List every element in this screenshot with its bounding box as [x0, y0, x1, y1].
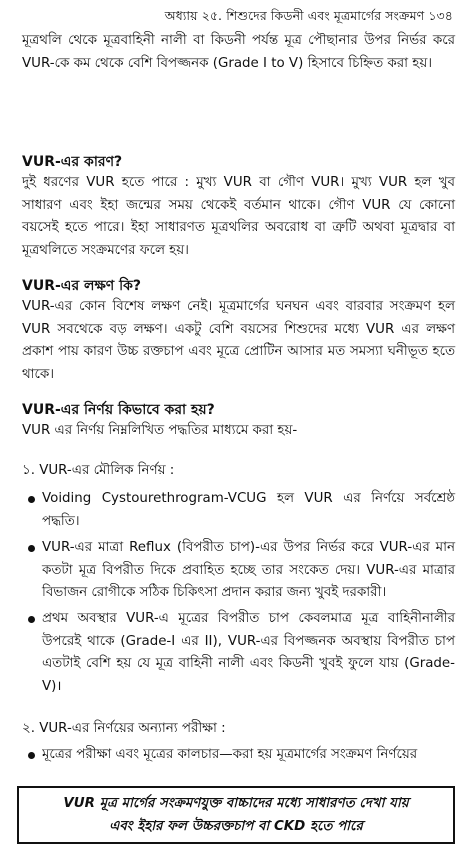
summary-box	[17, 786, 455, 844]
bullet-icon	[28, 752, 35, 759]
bullet-icon	[28, 545, 35, 552]
summary-box-line: VUR মূত্র মার্গের সংক্রমণযুক্ত বাচ্চাদের মধ্যে সাধারণত দেখা যায়	[63, 796, 409, 811]
list-item: Voiding Cystourethrogram-VCUG হল VUR এর নির্ণয়ে সর্বশ্রেষ্ঠ পদ্ধতি।	[22, 488, 455, 533]
section-body-diagnosis: VUR এর নির্ণয় নিম্নলিখিত পদ্ধতির মাধ্যমে করা হয়-	[22, 423, 298, 438]
summary-box-line: এবং ইহার ফল উচ্চরক্তচাপ বা CKD হতে পারে	[109, 819, 363, 834]
list-item: VUR-এর মাত্রা Reflux (বিপরীত চাপ)-এর উপর নির্ভর করে VUR-এর মান কতটা মূত্র বিপরীত দিকে প্রবাহিত হচ্ছে তার সংকেত দেয়। VUR-এর মাত্রার বিভাজন রোগীকে সঠিক চিকিৎসা প্রদান করার জন্য খুবই দরকারী।	[22, 537, 455, 605]
list-title-basic-diagnosis: ১. VUR-এর মৌলিক নির্ণয় :	[22, 463, 175, 478]
list-title-other-tests: ২. VUR-এর নির্ণয়ের অন্যান্য পরীক্ষা :	[22, 721, 226, 736]
bullet-icon	[28, 496, 35, 503]
list-item: প্রথম অবস্থার VUR-এ মূত্রের বিপরীত চাপ কেবলমাত্র মূত্র বাহিনীনালীর উপরেই থাকে (Grade-I এর II), VUR-এর বিপজ্জনক অবস্থায় বিপরীত চাপ এতটাই বেশি হয় যে মূত্র বাহিনী নালী এবং কিডনী খুবই ফুলে যায় (Grade-V)।	[22, 608, 455, 698]
section-heading-symptoms: VUR-এর লক্ষণ কি?	[22, 278, 142, 294]
intro-paragraph: মূত্রথলি থেকে মূত্রবাহিনী নালী বা কিডনী পর্যন্ত মূত্র পৌছানার উপর নির্ভর করে VUR-কে কম থেকে বেশি বিপজ্জনক (Grade I to V) হিসাবে চিহ্নিত করা হয়।	[22, 33, 455, 71]
section-body-symptoms: VUR-এর কোন বিশেষ লক্ষণ নেই। মূত্রমার্গের ঘনঘন এবং বারবার সংক্রমণ হল VUR সবথেকে বড় লক্ষণ। একটু বেশি বয়সের শিশুদের মধ্যে VUR এর লক্ষণ প্রকাশ পায় কারণ উচ্চ রক্তচাপ এবং মূত্রে প্রোটিন আসার মত সমস্যা ঘনীভূত হতে থাকে।	[22, 299, 455, 382]
section-body-cause: দুই ধরণের VUR হতে পারে : মুখ্য VUR বা গৌণ VUR। মুখ্য VUR হল খুব সাধারণ এবং ইহা জন্মের সময় থেকেই বর্তমান থাকে। গৌণ VUR যে কোনো বয়সেই হতে পারে। ইহা সাধারণত মূত্রথলির অবরোধ বা ত্রুটি অথবা মূত্রদ্বার বা মূত্রথলিতে সংক্রমণের ফলে হয়।	[22, 175, 455, 258]
list-item: মূত্রের পরীক্ষা এবং মূত্রের কালচার—করা হয় মূত্রমার্গের সংক্রমণ নির্ণয়ের	[22, 744, 455, 767]
page-header: অধ্যায় ২৫. শিশুদের কিডনী এবং মূত্রমার্গের সংক্রমণ ১৩৪	[164, 8, 453, 23]
bullet-icon	[28, 616, 35, 623]
section-heading-cause: VUR-এর কারণ?	[22, 154, 123, 170]
section-heading-diagnosis: VUR-এর নির্ণয় কিভাবে করা হয়?	[22, 402, 215, 418]
